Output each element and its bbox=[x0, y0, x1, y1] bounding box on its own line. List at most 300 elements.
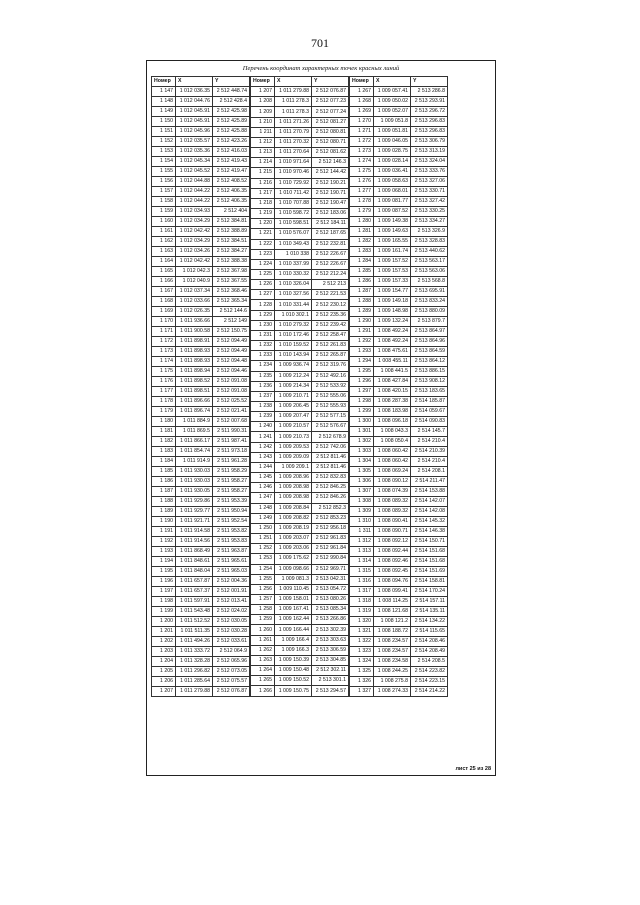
x-coordinate: 1 011 898.93 bbox=[176, 357, 213, 367]
y-coordinate: 2 512 094.46 bbox=[213, 367, 250, 377]
y-coordinate: 2 512 030.05 bbox=[213, 617, 250, 627]
point-number: 1 163 bbox=[152, 247, 176, 257]
point-number: 1 237 bbox=[251, 391, 275, 401]
point-number: 1 319 bbox=[350, 607, 374, 617]
point-number: 1 194 bbox=[152, 557, 176, 567]
y-coordinate: 2 512 190.71 bbox=[312, 188, 349, 198]
x-coordinate: 1 009 214.34 bbox=[275, 381, 312, 391]
point-number: 1 199 bbox=[152, 607, 176, 617]
y-coordinate: 2 511 953.83 bbox=[213, 537, 250, 547]
y-coordinate: 2 513 330.71 bbox=[411, 187, 448, 197]
table-row bbox=[251, 219, 349, 229]
y-coordinate: 2 513 301.1 bbox=[312, 676, 349, 686]
x-coordinate: 1 011 884.9 bbox=[176, 417, 213, 427]
table-row bbox=[152, 667, 250, 677]
table-row bbox=[152, 307, 250, 317]
y-coordinate: 2 513 042.31 bbox=[312, 574, 349, 584]
table-row bbox=[152, 157, 250, 167]
y-coordinate: 2 512 302.11 bbox=[312, 666, 349, 676]
y-coordinate: 2 513 303.63 bbox=[312, 635, 349, 645]
table-row bbox=[251, 513, 349, 523]
x-coordinate: 1 009 175.62 bbox=[275, 554, 312, 564]
x-coordinate: 1 009 157.53 bbox=[374, 267, 411, 277]
point-number: 1 268 bbox=[350, 97, 374, 107]
table-row bbox=[350, 307, 448, 317]
table-row bbox=[350, 367, 448, 377]
x-coordinate: 1 008 090.12 bbox=[374, 477, 411, 487]
point-number: 1 198 bbox=[152, 597, 176, 607]
x-coordinate: 1 010 330.32 bbox=[275, 269, 312, 279]
table-row bbox=[152, 617, 250, 627]
document-sheet bbox=[146, 60, 496, 776]
x-coordinate: 1 011 929.77 bbox=[176, 507, 213, 517]
x-coordinate: 1 011 657.37 bbox=[176, 587, 213, 597]
x-coordinate: 1 009 150.75 bbox=[275, 686, 312, 697]
x-coordinate: 1 008 275.8 bbox=[374, 677, 411, 687]
y-coordinate: 2 514 151.68 bbox=[411, 557, 448, 567]
y-coordinate: 2 513 183.65 bbox=[411, 387, 448, 397]
table-row bbox=[251, 310, 349, 320]
table-row bbox=[350, 337, 448, 347]
y-coordinate: 2 514 208.1 bbox=[411, 467, 448, 477]
y-coordinate: 2 512 406.35 bbox=[213, 197, 250, 207]
x-coordinate: 1 012 033.66 bbox=[176, 297, 213, 307]
x-coordinate: 1 011 848.04 bbox=[176, 567, 213, 577]
x-coordinate: 1 010 707.88 bbox=[275, 198, 312, 208]
y-coordinate: 2 512 384.81 bbox=[213, 217, 250, 227]
x-coordinate: 1 008 060.42 bbox=[374, 457, 411, 467]
point-number: 1 205 bbox=[152, 667, 176, 677]
point-number: 1 185 bbox=[152, 467, 176, 477]
page-number: 701 bbox=[311, 36, 329, 50]
x-coordinate: 1 008 183.98 bbox=[374, 407, 411, 417]
x-coordinate: 1 011 494.26 bbox=[176, 637, 213, 647]
point-number: 1 164 bbox=[152, 257, 176, 267]
point-number: 1 306 bbox=[350, 477, 374, 487]
table-row bbox=[251, 615, 349, 625]
point-number: 1 171 bbox=[152, 327, 176, 337]
x-coordinate: 1 008 092.44 bbox=[374, 547, 411, 557]
point-number: 1 293 bbox=[350, 347, 374, 357]
table-row bbox=[350, 187, 448, 197]
table-row bbox=[350, 87, 448, 97]
table-row bbox=[152, 577, 250, 587]
y-coordinate: 2 512 811.46 bbox=[312, 452, 349, 462]
coordinate-table-3 bbox=[349, 76, 448, 697]
x-coordinate: 1 008 089.32 bbox=[374, 507, 411, 517]
y-coordinate: 2 512 091.08 bbox=[213, 387, 250, 397]
y-coordinate: 2 512 384.27 bbox=[213, 247, 250, 257]
table-row bbox=[251, 493, 349, 503]
point-number: 1 152 bbox=[152, 137, 176, 147]
y-coordinate: 2 512 367.55 bbox=[213, 277, 250, 287]
x-coordinate: 1 011 896.74 bbox=[176, 407, 213, 417]
y-coordinate: 2 512 853.23 bbox=[312, 513, 349, 523]
x-coordinate: 1 009 149.63 bbox=[374, 227, 411, 237]
x-coordinate: 1 011 279.88 bbox=[176, 687, 213, 697]
y-coordinate: 2 511 961.28 bbox=[213, 457, 250, 467]
y-coordinate: 2 513 080.26 bbox=[312, 594, 349, 604]
column-header-x: X bbox=[275, 77, 312, 87]
x-coordinate: 1 009 150.52 bbox=[275, 676, 312, 686]
point-number: 1 173 bbox=[152, 347, 176, 357]
table-row bbox=[251, 544, 349, 554]
point-number: 1 195 bbox=[152, 567, 176, 577]
x-coordinate: 1 009 154.77 bbox=[374, 287, 411, 297]
point-number: 1 303 bbox=[350, 447, 374, 457]
y-coordinate: 2 512 425.89 bbox=[213, 117, 250, 127]
x-coordinate: 1 009 208.98 bbox=[275, 493, 312, 503]
table-row bbox=[152, 107, 250, 117]
x-coordinate: 1 011 930.03 bbox=[176, 477, 213, 487]
y-coordinate: 2 514 210.4 bbox=[411, 457, 448, 467]
table-row bbox=[251, 178, 349, 188]
y-coordinate: 2 512 428.4 bbox=[213, 97, 250, 107]
table-row bbox=[251, 584, 349, 594]
table-row bbox=[251, 198, 349, 208]
point-number: 1 265 bbox=[251, 676, 275, 686]
table-row bbox=[350, 667, 448, 677]
table-row bbox=[350, 637, 448, 647]
table-row bbox=[251, 422, 349, 432]
x-coordinate: 1 009 132.24 bbox=[374, 317, 411, 327]
point-number: 1 308 bbox=[350, 497, 374, 507]
point-number: 1 155 bbox=[152, 167, 176, 177]
table-row bbox=[251, 686, 349, 697]
y-coordinate: 2 511 963.87 bbox=[213, 547, 250, 557]
table-row bbox=[350, 607, 448, 617]
table-row bbox=[251, 239, 349, 249]
point-number: 1 154 bbox=[152, 157, 176, 167]
point-number: 1 245 bbox=[251, 473, 275, 483]
y-coordinate: 2 511 958.27 bbox=[213, 487, 250, 497]
point-number: 1 313 bbox=[350, 547, 374, 557]
y-coordinate: 2 512 678.9 bbox=[312, 432, 349, 442]
y-coordinate: 2 514 210.39 bbox=[411, 447, 448, 457]
x-coordinate: 1 010 711.42 bbox=[275, 188, 312, 198]
table-row bbox=[251, 402, 349, 412]
point-number: 1 170 bbox=[152, 317, 176, 327]
table-row bbox=[251, 503, 349, 513]
point-number: 1 200 bbox=[152, 617, 176, 627]
table-row bbox=[251, 381, 349, 391]
table-row bbox=[350, 467, 448, 477]
point-number: 1 196 bbox=[152, 577, 176, 587]
point-number: 1 286 bbox=[350, 277, 374, 287]
table-row bbox=[251, 574, 349, 584]
y-coordinate: 2 513 568.8 bbox=[411, 277, 448, 287]
y-coordinate: 2 512 080.81 bbox=[312, 127, 349, 137]
x-coordinate: 1 008 441.5 bbox=[374, 367, 411, 377]
table-row bbox=[152, 417, 250, 427]
point-number: 1 175 bbox=[152, 367, 176, 377]
x-coordinate: 1 011 898.51 bbox=[176, 387, 213, 397]
point-number: 1 208 bbox=[251, 97, 275, 107]
y-coordinate: 2 512 144.42 bbox=[312, 168, 349, 178]
y-coordinate: 2 512 025.52 bbox=[213, 397, 250, 407]
x-coordinate: 1 011 597.91 bbox=[176, 597, 213, 607]
x-coordinate: 1 010 143.94 bbox=[275, 351, 312, 361]
table-row bbox=[251, 655, 349, 665]
x-coordinate: 1 011 511.35 bbox=[176, 627, 213, 637]
table-row bbox=[350, 407, 448, 417]
point-number: 1 206 bbox=[152, 677, 176, 687]
table-row bbox=[350, 237, 448, 247]
table-row bbox=[251, 412, 349, 422]
y-coordinate: 2 513 330.25 bbox=[411, 207, 448, 217]
point-number: 1 207 bbox=[251, 87, 275, 97]
y-coordinate: 2 512 258.47 bbox=[312, 330, 349, 340]
point-number: 1 186 bbox=[152, 477, 176, 487]
x-coordinate: 1 011 279.88 bbox=[275, 87, 312, 97]
point-number: 1 176 bbox=[152, 377, 176, 387]
table-row bbox=[350, 357, 448, 367]
y-coordinate: 2 512 073.05 bbox=[213, 667, 250, 677]
point-number: 1 321 bbox=[350, 627, 374, 637]
point-number: 1 187 bbox=[152, 487, 176, 497]
point-number: 1 177 bbox=[152, 387, 176, 397]
point-number: 1 150 bbox=[152, 117, 176, 127]
y-coordinate: 2 514 185.87 bbox=[411, 397, 448, 407]
y-coordinate: 2 512 384.51 bbox=[213, 237, 250, 247]
point-number: 1 262 bbox=[251, 645, 275, 655]
table-row bbox=[350, 217, 448, 227]
table-row bbox=[350, 167, 448, 177]
y-coordinate: 2 512 094.48 bbox=[213, 357, 250, 367]
table-row bbox=[152, 517, 250, 527]
y-coordinate: 2 512 555.06 bbox=[312, 391, 349, 401]
table-row bbox=[152, 457, 250, 467]
x-coordinate: 1 009 210.57 bbox=[275, 422, 312, 432]
table-row bbox=[350, 97, 448, 107]
table-row bbox=[251, 87, 349, 97]
point-number: 1 298 bbox=[350, 397, 374, 407]
point-number: 1 227 bbox=[251, 290, 275, 300]
x-coordinate: 1 009 210.71 bbox=[275, 391, 312, 401]
x-coordinate: 1 010 970.46 bbox=[275, 168, 312, 178]
table-row bbox=[350, 287, 448, 297]
x-coordinate: 1 012 035.36 bbox=[176, 147, 213, 157]
x-coordinate: 1 011 914.58 bbox=[176, 527, 213, 537]
table-row bbox=[350, 427, 448, 437]
point-number: 1 317 bbox=[350, 587, 374, 597]
y-coordinate: 2 514 090.83 bbox=[411, 417, 448, 427]
table-row bbox=[152, 427, 250, 437]
x-coordinate: 1 011 543.48 bbox=[176, 607, 213, 617]
table-row bbox=[251, 473, 349, 483]
x-coordinate: 1 012 045.52 bbox=[176, 167, 213, 177]
x-coordinate: 1 009 209.1 bbox=[275, 462, 312, 472]
y-coordinate: 2 512 007.68 bbox=[213, 417, 250, 427]
table-row bbox=[251, 158, 349, 168]
table-row bbox=[152, 407, 250, 417]
point-number: 1 271 bbox=[350, 127, 374, 137]
table-row bbox=[152, 167, 250, 177]
point-number: 1 243 bbox=[251, 452, 275, 462]
table-row bbox=[251, 341, 349, 351]
table-row bbox=[350, 547, 448, 557]
y-coordinate: 2 512 533.92 bbox=[312, 381, 349, 391]
x-coordinate: 1 011 898.52 bbox=[176, 377, 213, 387]
table-row bbox=[152, 117, 250, 127]
table-row bbox=[251, 442, 349, 452]
x-coordinate: 1 011 914.9 bbox=[176, 457, 213, 467]
x-coordinate: 1 008 050.4 bbox=[374, 437, 411, 447]
x-coordinate: 1 009 206.45 bbox=[275, 402, 312, 412]
x-coordinate: 1 012 045.34 bbox=[176, 157, 213, 167]
x-coordinate: 1 009 208.98 bbox=[275, 483, 312, 493]
point-number: 1 263 bbox=[251, 655, 275, 665]
point-number: 1 246 bbox=[251, 483, 275, 493]
y-coordinate: 2 512 846.25 bbox=[312, 483, 349, 493]
y-coordinate: 2 513 328.83 bbox=[411, 237, 448, 247]
table-row bbox=[251, 269, 349, 279]
table-row bbox=[152, 227, 250, 237]
point-number: 1 184 bbox=[152, 457, 176, 467]
table-row bbox=[350, 517, 448, 527]
x-coordinate: 1 009 068.01 bbox=[374, 187, 411, 197]
x-coordinate: 1 011 512.52 bbox=[176, 617, 213, 627]
point-number: 1 222 bbox=[251, 239, 275, 249]
point-number: 1 228 bbox=[251, 300, 275, 310]
y-coordinate: 2 512 226.67 bbox=[312, 259, 349, 269]
point-number: 1 172 bbox=[152, 337, 176, 347]
point-number: 1 264 bbox=[251, 666, 275, 676]
x-coordinate: 1 008 420.15 bbox=[374, 387, 411, 397]
table-row bbox=[251, 554, 349, 564]
y-coordinate: 2 512 990.84 bbox=[312, 554, 349, 564]
table-row bbox=[350, 627, 448, 637]
y-coordinate: 2 512 319.76 bbox=[312, 361, 349, 371]
x-coordinate: 1 009 207.47 bbox=[275, 412, 312, 422]
point-number: 1 224 bbox=[251, 259, 275, 269]
x-coordinate: 1 009 209.09 bbox=[275, 452, 312, 462]
column-header-y: Y bbox=[312, 77, 349, 87]
point-number: 1 160 bbox=[152, 217, 176, 227]
x-coordinate: 1 010 172.46 bbox=[275, 330, 312, 340]
y-coordinate: 2 514 151.68 bbox=[411, 547, 448, 557]
y-coordinate: 2 512 388.89 bbox=[213, 227, 250, 237]
point-number: 1 220 bbox=[251, 219, 275, 229]
table-caption: Перечень координат характерных точек красных линий bbox=[242, 65, 400, 72]
x-coordinate: 1 011 270.32 bbox=[275, 137, 312, 147]
point-number: 1 230 bbox=[251, 320, 275, 330]
x-coordinate: 1 009 166.3 bbox=[275, 645, 312, 655]
point-number: 1 156 bbox=[152, 177, 176, 187]
table-row bbox=[350, 317, 448, 327]
y-coordinate: 2 513 864.12 bbox=[411, 357, 448, 367]
y-coordinate: 2 512 213 bbox=[312, 280, 349, 290]
y-coordinate: 2 512 404 bbox=[213, 207, 250, 217]
x-coordinate: 1 008 188.72 bbox=[374, 627, 411, 637]
y-coordinate: 2 512 226.67 bbox=[312, 249, 349, 259]
point-number: 1 223 bbox=[251, 249, 275, 259]
point-number: 1 180 bbox=[152, 417, 176, 427]
x-coordinate: 1 009 081.3 bbox=[275, 574, 312, 584]
table-row bbox=[152, 287, 250, 297]
point-number: 1 183 bbox=[152, 447, 176, 457]
point-number: 1 283 bbox=[350, 247, 374, 257]
table-row bbox=[152, 377, 250, 387]
y-coordinate: 2 512 004.36 bbox=[213, 577, 250, 587]
y-coordinate: 2 514 223.82 bbox=[411, 667, 448, 677]
point-number: 1 178 bbox=[152, 397, 176, 407]
table-row bbox=[350, 647, 448, 657]
table-row bbox=[152, 597, 250, 607]
y-coordinate: 2 512 232.81 bbox=[312, 239, 349, 249]
x-coordinate: 1 009 936.74 bbox=[275, 361, 312, 371]
y-coordinate: 2 513 886.15 bbox=[411, 367, 448, 377]
x-coordinate: 1 009 052.07 bbox=[374, 107, 411, 117]
point-number: 1 197 bbox=[152, 587, 176, 597]
y-coordinate: 2 512 094.49 bbox=[213, 347, 250, 357]
point-number: 1 296 bbox=[350, 377, 374, 387]
y-coordinate: 2 512 969.71 bbox=[312, 564, 349, 574]
table-row bbox=[251, 666, 349, 676]
point-number: 1 147 bbox=[152, 87, 176, 97]
point-number: 1 320 bbox=[350, 617, 374, 627]
point-number: 1 305 bbox=[350, 467, 374, 477]
point-number: 1 269 bbox=[350, 107, 374, 117]
y-coordinate: 2 512 081.27 bbox=[312, 117, 349, 127]
table-row bbox=[152, 647, 250, 657]
table-row bbox=[251, 97, 349, 107]
x-coordinate: 1 009 051.81 bbox=[374, 127, 411, 137]
table-row bbox=[350, 207, 448, 217]
column-header-number: Номер bbox=[152, 77, 176, 87]
table-header-row bbox=[251, 77, 349, 87]
x-coordinate: 1 009 165.55 bbox=[374, 237, 411, 247]
table-row bbox=[251, 371, 349, 381]
y-coordinate: 2 512 190.47 bbox=[312, 198, 349, 208]
table-row bbox=[350, 247, 448, 257]
y-coordinate: 2 513 296.83 bbox=[411, 127, 448, 137]
x-coordinate: 1 011 848.61 bbox=[176, 557, 213, 567]
table-row bbox=[251, 625, 349, 635]
x-coordinate: 1 011 270.79 bbox=[275, 127, 312, 137]
y-coordinate: 2 512 081.62 bbox=[312, 148, 349, 158]
y-coordinate: 2 512 187.65 bbox=[312, 229, 349, 239]
table-row bbox=[152, 317, 250, 327]
x-coordinate: 1 012 044.88 bbox=[176, 177, 213, 187]
point-number: 1 327 bbox=[350, 687, 374, 697]
x-coordinate: 1 010 279.32 bbox=[275, 320, 312, 330]
point-number: 1 289 bbox=[350, 307, 374, 317]
table-row bbox=[350, 267, 448, 277]
table-row bbox=[152, 87, 250, 97]
table-row bbox=[251, 259, 349, 269]
table-row bbox=[251, 605, 349, 615]
table-row bbox=[350, 437, 448, 447]
table-row bbox=[251, 594, 349, 604]
table-row bbox=[350, 537, 448, 547]
y-coordinate: 2 512 235.36 bbox=[312, 310, 349, 320]
point-number: 1 316 bbox=[350, 577, 374, 587]
y-coordinate: 2 512 013.41 bbox=[213, 597, 250, 607]
point-number: 1 287 bbox=[350, 287, 374, 297]
table-row bbox=[152, 687, 250, 697]
y-coordinate: 2 514 211.47 bbox=[411, 477, 448, 487]
x-coordinate: 1 011 936.66 bbox=[176, 317, 213, 327]
y-coordinate: 2 513 304.85 bbox=[312, 655, 349, 665]
table-row bbox=[251, 300, 349, 310]
y-coordinate: 2 512 448.74 bbox=[213, 87, 250, 97]
x-coordinate: 1 009 208.84 bbox=[275, 503, 312, 513]
point-number: 1 148 bbox=[152, 97, 176, 107]
table-header-row bbox=[350, 77, 448, 87]
point-number: 1 323 bbox=[350, 647, 374, 657]
y-coordinate: 2 512 961.84 bbox=[312, 544, 349, 554]
